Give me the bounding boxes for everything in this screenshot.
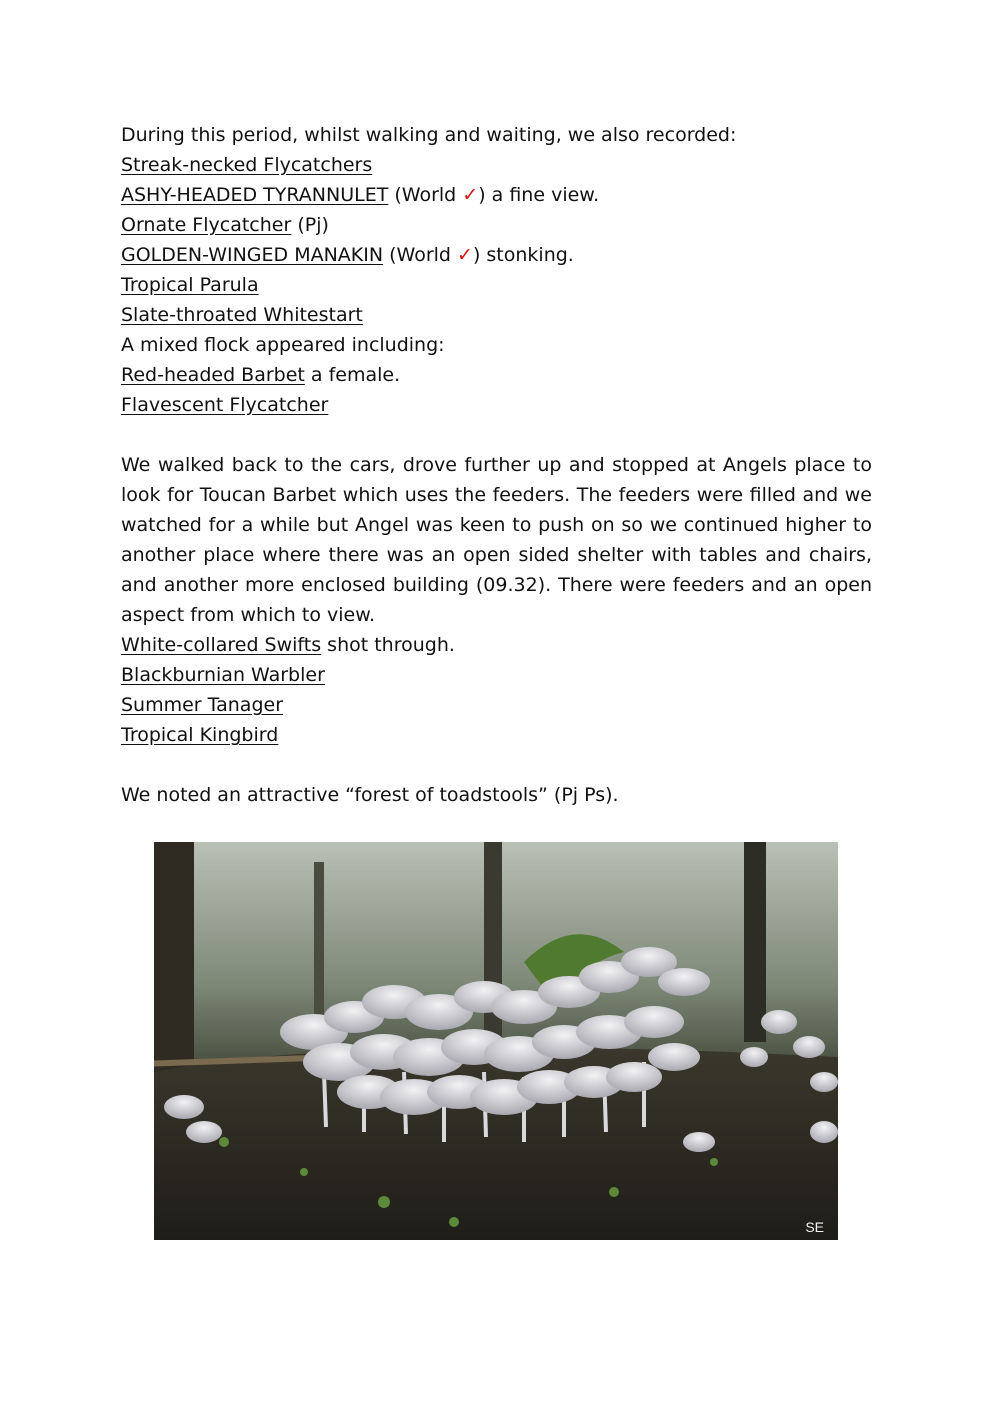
species-note: ) stonking. — [472, 244, 574, 266]
species-name: Red-headed Barbet — [121, 364, 305, 386]
species-name: Slate-throated Whitestart — [121, 304, 363, 326]
photo-credit: SE — [805, 1219, 824, 1235]
species-line: ASHY-HEADED TYRANNULET (World ✓) a fine view. — [121, 184, 600, 206]
species-note: a female. — [304, 364, 401, 386]
species-line — [121, 150, 872, 180]
species-name: Ornate Flycatcher — [121, 214, 292, 236]
species-name: Streak-necked Flycatchers — [121, 154, 373, 176]
species-line — [121, 360, 872, 390]
species-line — [121, 630, 872, 660]
species-line — [121, 720, 872, 750]
species-name: Flavescent Flycatcher — [121, 394, 329, 416]
species-note: ) a fine view. — [478, 184, 600, 206]
species-line — [121, 210, 872, 240]
species-name: Tropical Parula — [121, 274, 259, 296]
species-name: White-collared Swifts — [121, 634, 322, 656]
toadstool-note: We noted an attractive “forest of toadstools” (Pj Ps). — [121, 784, 619, 806]
species-line — [121, 270, 872, 300]
species-name: Tropical Kingbird — [121, 724, 279, 746]
species-line — [121, 660, 872, 690]
world-label: World — [396, 244, 458, 266]
toadstools-illustration — [154, 842, 838, 1240]
report-text — [121, 120, 872, 810]
species-line — [121, 390, 872, 420]
mixed-flock-line: A mixed flock appeared including: — [121, 334, 445, 356]
species-note: (Pj) — [291, 214, 329, 236]
species-line — [121, 300, 872, 330]
species-name: ASHY-HEADED TYRANNULET — [121, 184, 389, 206]
species-name: GOLDEN-WINGED MANAKIN — [121, 244, 384, 266]
species-line: GOLDEN-WINGED MANAKIN (World ✓) stonking. — [121, 244, 574, 266]
world-label: World — [401, 184, 463, 206]
world-tick-icon: ✓ — [462, 184, 479, 206]
world-tick-icon: ✓ — [457, 244, 473, 266]
toadstools-photo — [154, 842, 838, 1240]
species-note: shot through. — [321, 634, 455, 656]
species-name: Summer Tanager — [121, 694, 284, 716]
intro-line: During this period, whilst walking and waiting, we also recorded: — [121, 124, 737, 146]
narrative-paragraph: We walked back to the cars, drove further up and stopped at Angels place to look for Toucan Barbet which uses the feeders. The feeders were filled and we watched for a while but Angel was keen to push on so we continued higher to another place where there was an open sided shelter with tables and chairs, and another more enclosed building (09.32). There were feeders and an open aspect from which to view. — [121, 454, 872, 626]
species-name: Blackburnian Warbler — [121, 664, 325, 686]
species-line — [121, 690, 872, 720]
